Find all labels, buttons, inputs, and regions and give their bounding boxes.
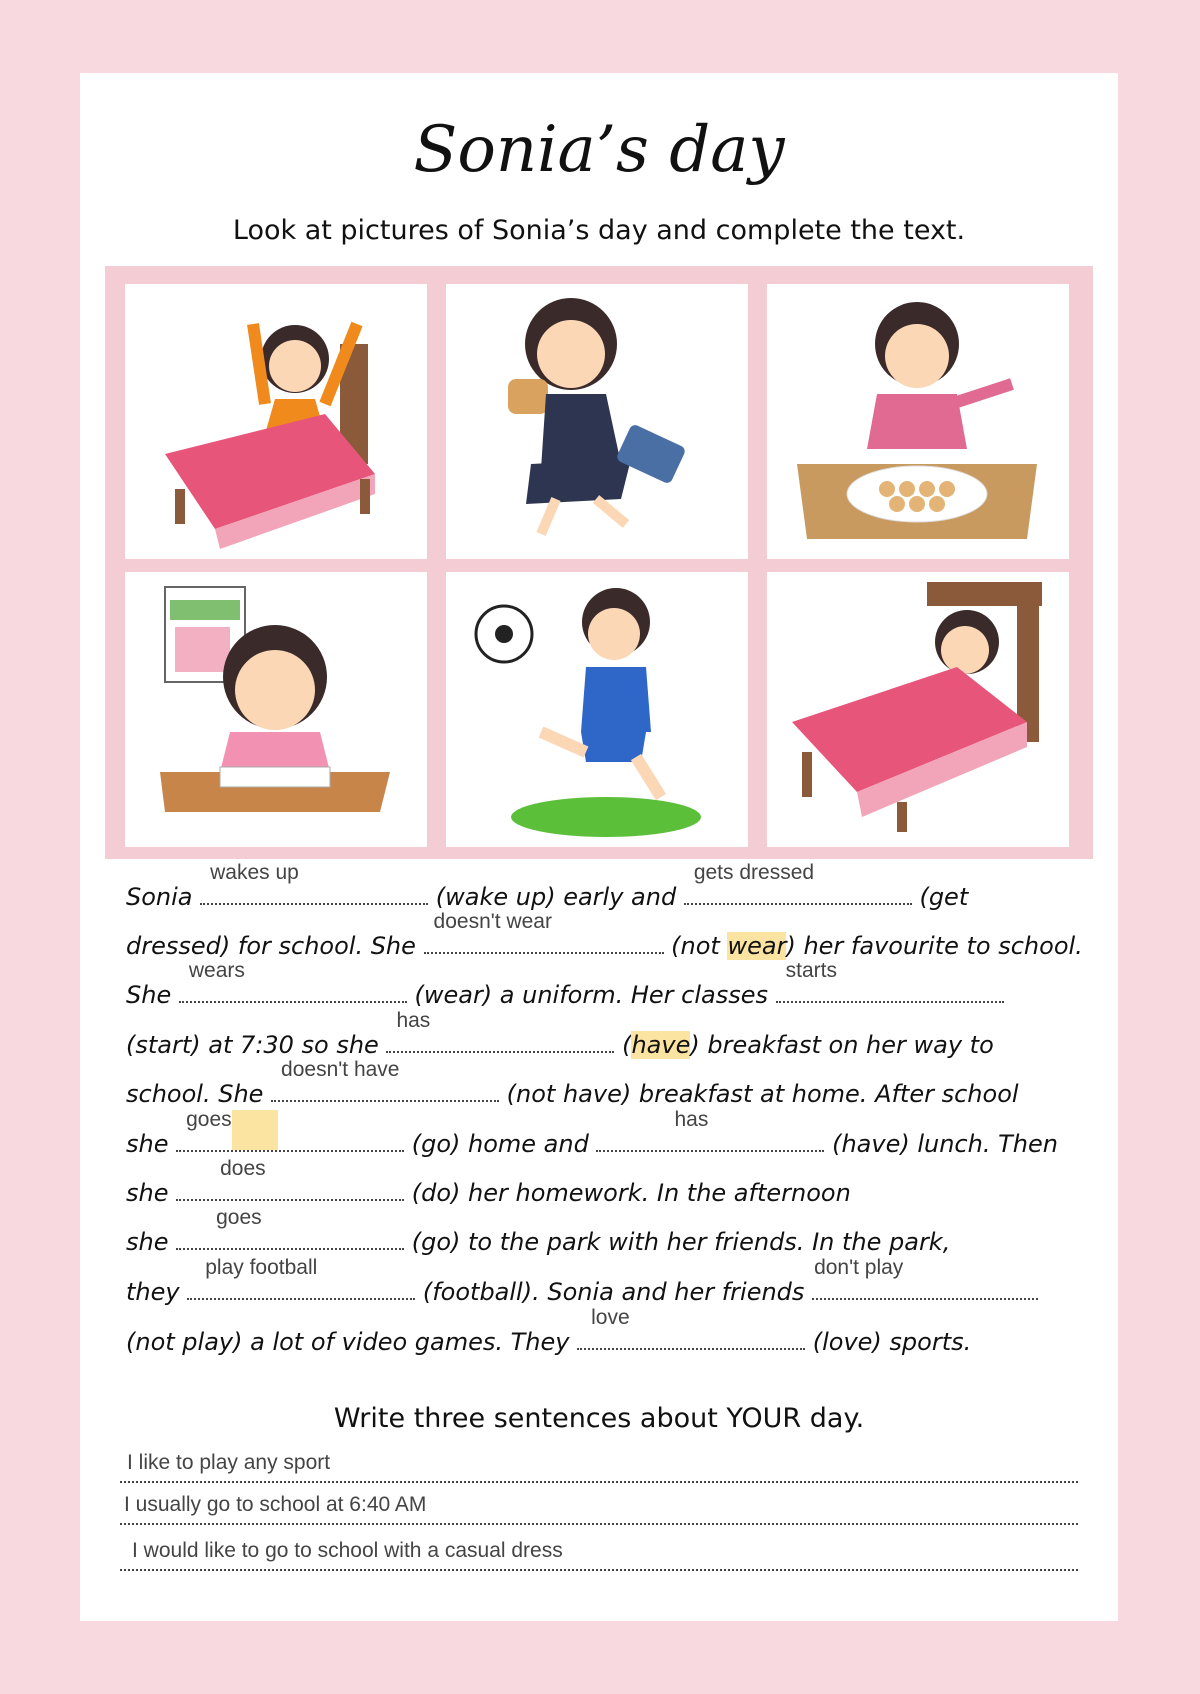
exercise-line-8: she goes (go) to the park with her friends. In the park,	[126, 1206, 951, 1256]
answer-blank[interactable]: has	[596, 1128, 824, 1152]
exercise-line-1: Sonia wakes up (wake up) early and gets dressed (get	[126, 861, 969, 911]
answer-blank[interactable]: doesn't have	[271, 1078, 499, 1102]
exercise-line-5: school. She doesn't have (not have) breakfast at home. After school	[126, 1058, 1019, 1108]
exercise-line-2: dressed) for school. She doesn't wear (not wear) her favourite to school.	[126, 910, 1083, 960]
exercise-line-9: they play football (football). Sonia and her friends don't play	[126, 1276, 1038, 1316]
exercise-line-3: She wears (wear) a uniform. Her classes starts	[126, 979, 1004, 1019]
exercise-line-6: she goes (go) home and has (have) lunch. Then	[126, 1108, 1058, 1158]
answer-blank[interactable]: wears	[179, 979, 407, 1003]
answer-blank[interactable]: has	[386, 1029, 614, 1053]
answer-blank[interactable]: don't play	[812, 1276, 1038, 1300]
answer-blank[interactable]: goes	[176, 1128, 404, 1152]
answer-blank[interactable]: gets dressed	[684, 881, 912, 905]
answer-blank[interactable]: wakes up	[200, 881, 428, 905]
running-with-toast-icon	[446, 284, 748, 559]
exercise-line-7: she does (do) her homework. In the afternoon	[126, 1157, 851, 1207]
writing-task-title: Write three sentences about YOUR day.	[333, 1403, 865, 1434]
writing-line-2[interactable]: I usually go to school at 6:40 AM	[120, 1493, 1078, 1525]
playing-football-icon	[446, 572, 748, 847]
highlight: wear	[727, 932, 787, 960]
page-title: Sonia’s day	[413, 113, 785, 187]
eating-dumplings-icon	[767, 284, 1069, 559]
answer-blank[interactable]: doesn't wear	[424, 930, 664, 954]
exercise-line-4: (start) at 7:30 so she has (have) breakfast on her way to	[126, 1009, 994, 1059]
answer-blank[interactable]: love	[577, 1326, 805, 1350]
answer-blank[interactable]: play football	[187, 1276, 415, 1300]
doing-homework-icon	[125, 572, 427, 847]
sleeping-in-bed-icon	[767, 572, 1069, 847]
writing-line-1[interactable]: I like to play any sport	[120, 1451, 1078, 1483]
highlight: have	[631, 1031, 691, 1059]
exercise-line-10: (not play) a lot of video games. They love (love) sports.	[126, 1306, 972, 1356]
wake-up-in-bed-icon	[125, 284, 427, 559]
answer-blank[interactable]: goes	[176, 1226, 404, 1250]
writing-line-3[interactable]: I would like to go to school with a casual dress	[120, 1539, 1078, 1571]
picture-grid	[105, 266, 1093, 859]
worksheet	[80, 73, 1118, 1621]
answer-blank[interactable]: does	[176, 1177, 404, 1201]
instructions: Look at pictures of Sonia’s day and complete the text.	[232, 215, 966, 246]
answer-blank[interactable]: starts	[776, 979, 1004, 1003]
